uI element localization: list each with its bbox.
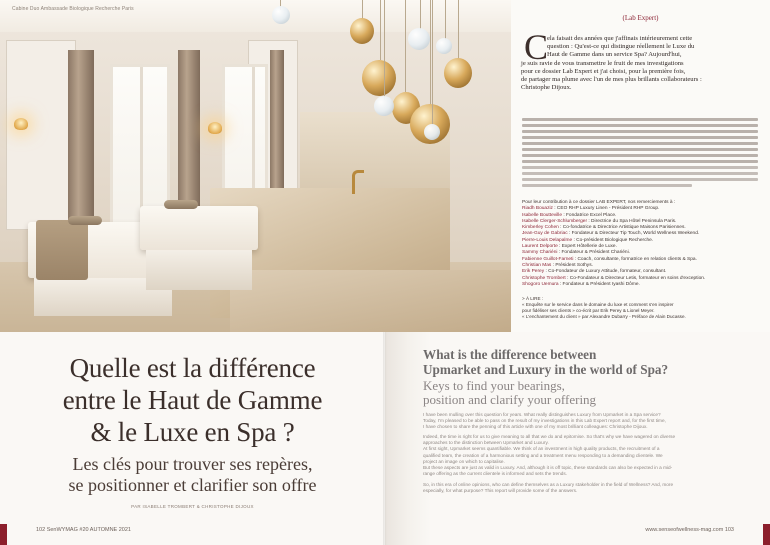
english-body-line: Today, I'm pleased to be able to pass on the result of my investigations in this Lab Expert report and, for the first time, xyxy=(423,418,666,424)
left-folio: 102 SenWYMAG #20 AUTOMNE 2021 xyxy=(36,527,131,533)
spa-room-photo xyxy=(0,0,511,332)
photo-credit: Cabine Duo Ambassade Biologique Recherche Paris xyxy=(12,6,134,12)
contributor-name: Fabienne Guillot-Farneti xyxy=(522,256,574,262)
contributor-role: : Président Sothys. xyxy=(551,262,593,268)
contributor-name: Shogoro Uemura xyxy=(522,281,559,287)
english-body-line: I have been mulling over this question for years. What really distinguishes Luxury from Upmarket in a Spa service? xyxy=(423,412,661,417)
intro-line: question : Qu'est-ce qui distingue réellement le Luxe du xyxy=(547,43,695,51)
contributor-name: Jean-Guy de Gabriac xyxy=(522,231,568,237)
reading-list-item: « L'enchantement du client » par Alexandre Dubarry - Préface de Alain Ducasse. xyxy=(522,314,686,319)
drop-cap: C xyxy=(524,27,549,67)
contributor-role: : Coach, consultante, formatrice en relation clients & Spa. xyxy=(573,256,697,262)
french-subtitle xyxy=(20,454,365,496)
english-body-line: At first sight, Upmarket seems quantifiable. We think of an investment in high quality products, the recruitment of a xyxy=(423,446,660,452)
contributor-name: Kimberley Cohen xyxy=(522,225,559,231)
english-body-line: I have chosen to share the penning of this article with one of my most brilliant colleagues: Christophe Dijoux. xyxy=(423,424,648,430)
contributor-role: : Fondateur & Directeur Tip Touch, World Wellness Weekend. xyxy=(567,231,700,237)
reading-list-item: « Enquête sur le service dans le domaine du luxe et comment s'en inspirer xyxy=(522,302,674,307)
contributor-name: Isabelle Clerger-Schlumberger xyxy=(522,218,588,224)
contributor-name: Erik Perey xyxy=(522,269,545,275)
contributor-name: Riadh Bouaziz xyxy=(522,206,553,212)
reading-list xyxy=(522,296,762,320)
contributor-role: : Expert Hôtellerie de Luxe. xyxy=(557,244,617,250)
contributor-role: : Fondatrice Excel Place. xyxy=(562,212,617,218)
english-subtitle xyxy=(423,379,753,407)
contributor-role: : Co-Fondateur & Directeur Letis, formateur en soins d'exception. xyxy=(565,275,706,281)
wall-sconce xyxy=(208,122,222,134)
contributor-role: : Fondateur & Président Chariéni. xyxy=(557,250,630,256)
french-title xyxy=(20,352,365,448)
english-body-line: But these aspects are just as valid in Luxury. And, although it is off topic, these standards can also be expected in a mid- xyxy=(423,465,673,471)
acknowledgements xyxy=(522,200,762,288)
right-page-column xyxy=(511,0,770,332)
intro-line: Haut de Gamme dans un service Spa? Aujourd'hui, xyxy=(547,51,682,59)
french-subtitle-line: se positionner et clarifier son offre xyxy=(68,475,317,495)
contributor-name: Christian Mas xyxy=(522,262,552,268)
contributor-name: Christophe Trombert xyxy=(522,275,566,281)
french-subtitle-line: Les clés pour trouver ses repères, xyxy=(72,454,313,474)
contributor-role: : Co-Fondateur de Luxury Attitude, formateur, consultant. xyxy=(544,269,667,275)
acknowledgement-entry xyxy=(522,282,762,288)
intro-line: Christophe Dijoux. xyxy=(521,84,572,92)
french-title-line: Quelle est la différence xyxy=(69,353,316,383)
contributor-name: Isabelle Boutteville xyxy=(522,212,562,218)
english-body-line: approaches to the distinction between Upmarket and Luxury. xyxy=(423,440,549,446)
right-color-tab xyxy=(763,524,770,545)
wall-sconce xyxy=(14,118,28,130)
pendant-light xyxy=(408,28,430,50)
pendant-light xyxy=(362,60,396,96)
intro-line: de partager ma plume avec l'un de mes plus brillants collaborateurs : xyxy=(521,76,702,84)
french-title-line: & le Luxe en Spa ? xyxy=(90,417,295,447)
english-body-line: project an image on which to capitalise. xyxy=(423,458,505,464)
gold-tap xyxy=(352,170,364,194)
intro-line: ela faisait des années que j'affinais intérieurement cette xyxy=(547,35,693,42)
pendant-light xyxy=(350,18,374,44)
left-color-tab xyxy=(0,524,7,545)
english-section xyxy=(385,332,770,545)
english-body-line: especially, for what purpose? This report will provide some of the answers. xyxy=(423,488,578,494)
pendant-light xyxy=(424,124,440,140)
marble-step xyxy=(230,270,511,332)
pendant-light xyxy=(436,38,452,54)
pendant-light xyxy=(444,58,472,88)
english-subtitle-line: position and clarify your offering xyxy=(423,392,597,407)
left-page-title-block xyxy=(0,332,385,545)
reading-list-heading: > À LIRE : xyxy=(522,296,544,301)
english-body xyxy=(423,482,743,494)
pendant-light xyxy=(272,6,290,24)
english-title xyxy=(423,348,753,377)
contributor-role: : Fondateur & Président Iyashi Dôme. xyxy=(558,281,640,287)
english-body xyxy=(423,434,743,477)
intro-line: pour ce dossier Lab Expert et j'ai choisi, pour la première fois, xyxy=(521,67,686,75)
massage-table xyxy=(140,206,258,250)
intro-paragraph xyxy=(521,35,759,92)
acknowledgements-heading: Pour leur contribution à ce dossier LAB EXPERT, nos remerciements à : xyxy=(522,200,676,205)
english-title-line: What is the difference between xyxy=(423,347,597,362)
contributor-role: : Co-fondatrice & Directrice Artistique Maisons Parisiennes. xyxy=(558,225,686,231)
english-body-line: qualified team, the creation of a harmonious setting and a treatment menu responding to a demanding clientele. We xyxy=(423,452,663,458)
byline: PAR ISABELLE TROMBERT & CHRISTOPHE DIJOUX xyxy=(131,504,254,509)
wall-panel xyxy=(6,40,76,230)
contributor-name: Laurent Delporte xyxy=(522,244,558,250)
section-rubric: (Lab Expert) xyxy=(622,14,659,22)
contributor-name: Pierre-Louis Delapalme xyxy=(522,237,573,243)
english-subtitle-line: Keys to find your bearings, xyxy=(423,378,565,393)
contributor-role: : Directrice du Spa Hôtel Peninsula Paris. xyxy=(587,218,677,224)
reading-list-item: pour fidéliser ses clients » co-écrit par Erik Perey & Lionel Meyer. xyxy=(522,308,655,313)
contributor-role: : Co-président Biologique Recherche. xyxy=(572,237,654,243)
english-body xyxy=(423,412,743,431)
english-title-line: Upmarket and Luxury in the world of Spa? xyxy=(423,361,669,377)
english-body-line: range offering as the current clientele is informed and sets the trends. xyxy=(423,471,568,477)
english-body-line: Indeed, the time is right for us to give meaning to all that we do and epitomise. So that's why we have wagered on diverse xyxy=(423,434,676,439)
ceiling xyxy=(0,0,511,32)
intro-line: je suis ravie de vous transmettre le fruit de mes investigations xyxy=(521,59,684,67)
right-folio: www.senseofwellness-mag.com 103 xyxy=(645,527,734,533)
pendant-light xyxy=(374,96,394,116)
english-body-line: So, in this era of online opinions, who can define themselves as a Luxury stakeholder in the field of Wellness? And, more xyxy=(423,482,674,487)
contributor-name: Sammy Chariéni xyxy=(522,250,558,256)
contributor-role: : CEO RHP Luxury Linen - Président RHP Group. xyxy=(552,206,660,212)
french-title-line: entre le Haut de Gamme xyxy=(62,385,323,415)
spine-gutter xyxy=(383,332,387,545)
